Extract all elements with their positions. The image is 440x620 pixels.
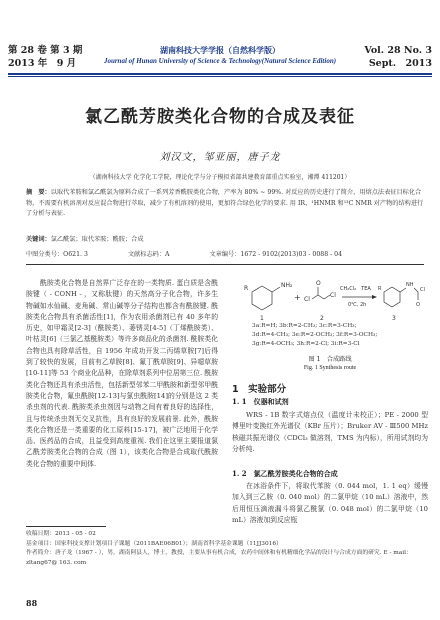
volume-issue — [8, 44, 82, 70]
document-code: 文献标志码：A — [127, 251, 170, 258]
o-atom-2: O — [416, 302, 420, 308]
substituent-list — [252, 322, 377, 349]
compound-1: 1 — [260, 315, 264, 322]
compound-2: 2 — [320, 315, 324, 322]
volume-label: 第 28 卷 第 3 期 — [8, 45, 83, 56]
amine-bond — [272, 287, 280, 292]
subsection-heading-2: 1. 2 氯乙酰芳胺类化合物的合成 — [232, 469, 338, 478]
article-number: 文章编号：1672 - 9102(2013)03 - 0088 - 04 — [209, 251, 343, 258]
reagent-label: CH₂Cl₂ TEA — [340, 286, 371, 292]
issue-date-en: Sept. 2013 — [368, 58, 432, 69]
keywords — [26, 235, 424, 245]
classification-line — [26, 250, 424, 260]
page-header — [8, 44, 432, 74]
article-title: 氯乙酰芳胺类化合物的合成及表征 — [85, 107, 355, 127]
journal-name-cn: 湖南科技大学学报（自然科学版） — [160, 45, 280, 55]
substituent-line-1: 3a:R=H; 3b:R=2-CH₃; 3c:R=3-CH₃; — [252, 323, 357, 329]
bond-2 — [318, 295, 324, 299]
nh2-label: NH₂ — [281, 282, 293, 289]
cl-atom-3: Cl — [420, 287, 425, 293]
compound-3: 3 — [392, 315, 396, 322]
volume-label-en: Vol. 28 No. 3 — [364, 45, 432, 56]
figure-caption-cn: 图 1 合成路线 — [308, 356, 352, 363]
product-bond — [414, 288, 418, 292]
substituent-r1: R — [244, 285, 249, 292]
keywords-label: 关键词： — [26, 236, 51, 243]
clc-number: 中图分类号：O621. 3 — [26, 251, 88, 258]
bond-1 — [312, 295, 318, 299]
footnotes — [26, 530, 424, 568]
product-nh-bond — [400, 288, 406, 292]
reaction-conditions: 0℃, 2h — [348, 302, 367, 308]
left-column — [26, 278, 218, 470]
keywords-text: 氯乙酰氯；取代苯胺；酰胺；合成 — [50, 236, 144, 243]
aniline-ring — [252, 286, 272, 310]
author-bio-text: 作者简介：唐子龙（1967 - ），男，湖南阿县人，博士，教授，主要从事有机合成，农药中间体和有机精细化学品的设计与合成方面的研究. E - mail： — [26, 550, 412, 556]
footnote-rule — [26, 526, 106, 527]
funding-note: 基金项目：国家科技支撑计划项目子课题（2011BAE06B01）；湖南省科学基金课题（11JJ3016） — [26, 540, 282, 547]
journal-name-en: Journal of Hunan University of Science & Technology(Natural Science Edition) — [103, 57, 337, 65]
article-authors: 刘汉文，邹亚丽，唐子龙 — [159, 152, 281, 163]
reaction-arrow-head — [372, 295, 377, 299]
figure-caption-en: Fig. 1 Synthesis route — [303, 365, 357, 371]
plus-sign: + — [294, 293, 301, 302]
synthesis-scheme — [232, 270, 428, 365]
abstract-text: 以取代苯胺和氯乙酰氯为原料合成了一系列芳香酰胺类化合物，产率为 80% ~ 99%. 对反应的历史进行了简介，用熔点法表征目标化合物，不需要有机溶剂对反应混合物进行萃取，减少了有机溶剂的使用，更加符合绿色化学的要求. 用 IR，¹HNMR 和¹³C NMR 对产物的结构进行了分析与表征. — [26, 189, 424, 217]
page-number: 88 — [26, 598, 38, 608]
header-rule-thin — [8, 76, 432, 77]
substituent-line-2: 3d:R=4-CH₃; 3e:R=2-OCH₃; 3f:R=3-OCH₃; — [252, 332, 378, 338]
subsection-text-2: 在冰浴条件下，将取代苯胺（0. 044 mol，1. 1 eq）缓慢加入到三乙胺（0. 040 mol）的二氯甲烷（10 mL）溶液中，然后用恒压滴液漏斗将氯乙酰氯（0. 048 mol）的二氯甲烷（10 mL）溶液加到反应瓶 — [232, 482, 428, 524]
volume-issue-en — [364, 44, 432, 70]
received-date: 收稿日期：2013 - 05 - 02 — [26, 531, 96, 537]
cl-atom-1: Cl — [304, 296, 310, 303]
header-rule — [8, 73, 432, 75]
author-affiliation: （湖南科技大学 化学化工学院，理论化学与分子模拟省部共建教育部重点实验室，湘潭 411201） — [89, 174, 351, 181]
intro-paragraph: 酰胺类化合物是自然界广泛存在的一类物质. 蛋白质是含酰胺键（ - CONH - ，又称肽键）的天然高分子化合物，许多生物碱如水仙碱、麦角碱、常山碱等分子结构也都含有酰胺键. 酰胺类化合物具有杀菌活性[1]，作为农用杀菌剂已有 40 多年的历史，如甲霜灵[2-3]（酰胺类）、萎锈灵[4-5]（丁烯酰胺类）、叶枯灵[6]（三氯乙基酰胺类）等许多商品化的杀菌剂. 酰胺类化合物也具有除草活性，自 1956 年成功开发二丙烯草胺[7]后得到了较快的发展，目前有乙草胺[8]、氟丁酰草胺[9]、异噁草胺[10-11]等 53 个商业化品种，在除草剂系列中位居第三位. 酰胺类化合物还具有杀虫活性，包括新型邻苯二甲酰胺和新型邻甲酰胺类化合物，氟虫酰胺[12-13]与氯虫酰胺[14]的分别是这 2 类杀虫剂的代表. 酰胺类杀虫剂因与动物之间有着良好的选择性，且与传统杀虫剂无交叉抗性，具有良好的发展前景. 此外，酰胺类化合物还是一类重要的化工原料[15-17]，被广泛地用于化学品、医药品的合成，且益受到高度重视. 我们在这里主要报道氯乙酰芳胺类化合物的合成（图 1），该类化合物是合成取代酰胺类化合物的重要中间体. — [26, 279, 218, 468]
substituent-r2: R — [378, 286, 382, 292]
subsection-text-1: WRS - 1B 数字式熔点仪（温度计未校正）；PE - 2000 型傅里叶变换红外光谱仪（KBr 压片）；Bruker AV - Ⅲ500 MHz 核磁共振光谱仪（CDCl₃ 做溶剂，TMS 为内标），所用试剂均为分析纯. — [232, 411, 428, 453]
author-email[interactable]: zltang67@ 163. com — [26, 559, 87, 566]
cl-atom-2: Cl — [330, 292, 336, 299]
abstract-divider — [26, 264, 424, 265]
section-heading: 1 实验部分 — [232, 384, 287, 395]
reaction-scheme-drawing — [232, 270, 428, 325]
abstract-label: 摘 要： — [26, 189, 51, 196]
abstract — [26, 188, 424, 220]
o-atom-1: O — [316, 280, 321, 287]
issue-date: 2013 年 9 月 — [8, 58, 77, 69]
product-ring — [384, 287, 400, 307]
substituent-line-3: 3g:R=4-OCH₃; 3h:R=2-Cl; 3i:R=3-Cl — [252, 341, 360, 347]
subsection-heading-1: 1. 1 仪器和试剂 — [232, 397, 289, 406]
nh-label: NH — [406, 282, 414, 288]
journal-name — [88, 44, 352, 67]
author-bio — [26, 549, 424, 559]
